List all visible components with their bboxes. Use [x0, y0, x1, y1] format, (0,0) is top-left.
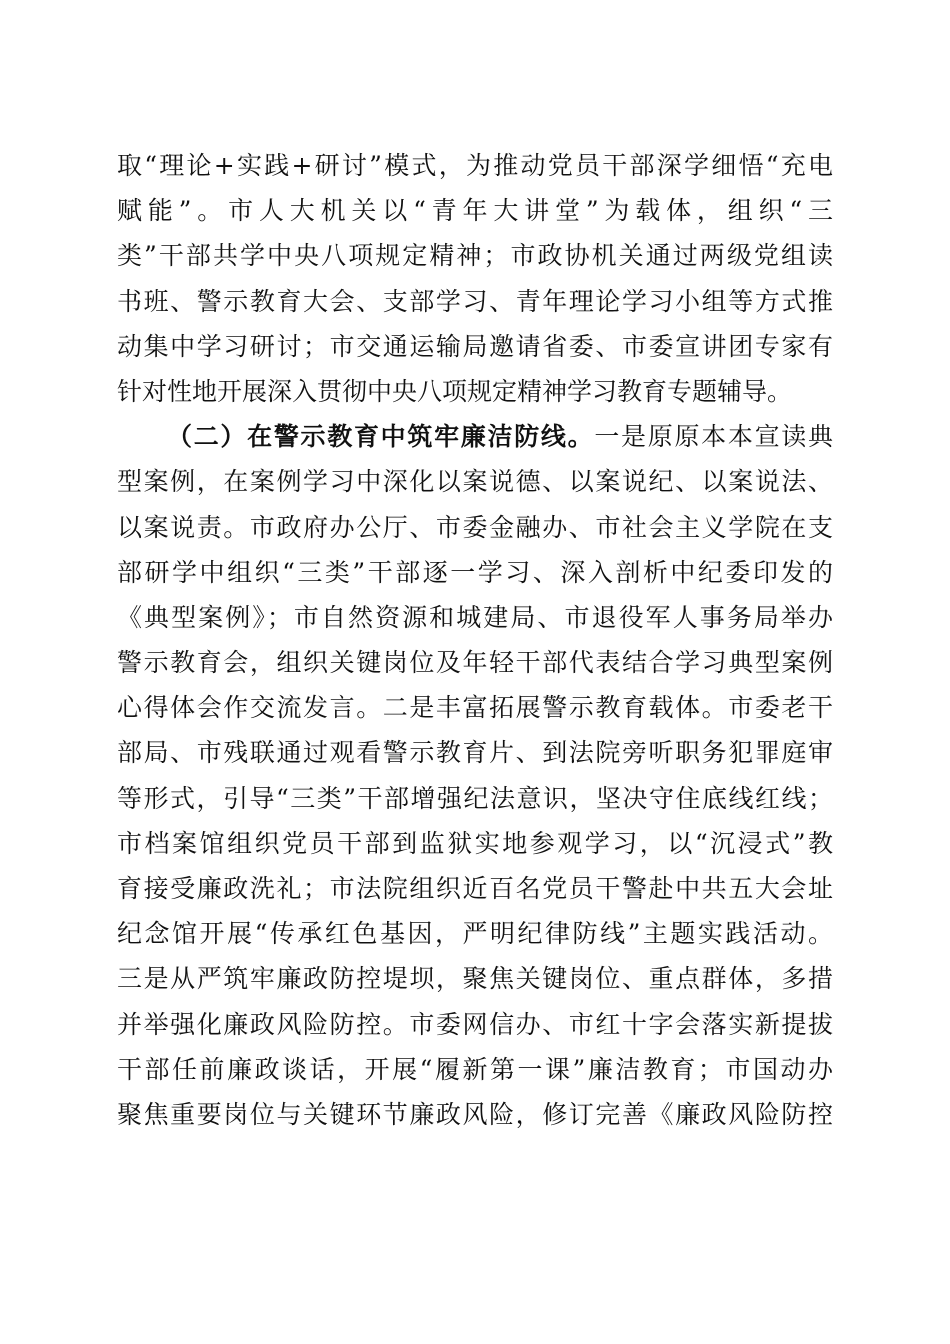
text-line: 型案例，在案例学习中深化以案说德、以案说纪、以案说法、 — [117, 467, 833, 497]
text-line: 育接受廉政洗礼；市法院组织近百名党员干警赴中共五大会址 — [117, 874, 833, 903]
text-line: 干部任前廉政谈话，开展“履新第一课”廉洁教育；市国动办 — [117, 1054, 833, 1084]
text-line: 等形式，引导“三类”干部增强纪法意识，坚决守住底线红线； — [117, 783, 833, 813]
text-line: 针对性地开展深入贯彻中央八项规定精神学习教育专题辅导。 — [117, 376, 793, 406]
text-line: 警示教育会，组织关键岗位及年轻干部代表结合学习典型案例 — [117, 648, 833, 678]
text-line — [117, 414, 833, 459]
body-text — [117, 143, 833, 1137]
text-line: 《典型案例》；市自然资源和城建局、市退役军人事务局举办 — [117, 602, 833, 632]
paragraph-1 — [117, 143, 833, 414]
text-line: 心得体会作交流发言。二是丰富拓展警示教育载体。市委老干 — [117, 693, 833, 723]
text-line: 动集中学习研讨；市交通运输局邀请省委、市委宣讲团专家有 — [117, 331, 833, 361]
text-line: 市档案馆组织党员干部到监狱实地参观学习，以“沉浸式”教 — [117, 828, 833, 858]
text-line: 聚焦重要岗位与关键环节廉政风险，修订完善《廉政风险防控 — [117, 1099, 833, 1129]
text-line: 书班、警示教育大会、支部学习、青年理论学习小组等方式推 — [117, 286, 833, 316]
text-run: 一是原原本本宣读典 — [594, 422, 833, 452]
paragraph-2 — [117, 414, 833, 1137]
text-line: 类”干部共学中央八项规定精神；市政协机关通过两级党组读 — [117, 241, 833, 271]
text-line: 取“理论+实践+研讨”模式，为推动党员干部深学细悟“充电 — [117, 151, 833, 180]
text-line: 赋能”。市人大机关以“青年大讲堂”为载体，组织“三 — [117, 196, 833, 226]
text-line: 部局、市残联通过观看警示教育片、到法院旁听职务犯罪庭审 — [117, 738, 833, 768]
section-heading: （二）在警示教育中筑牢廉洁防线。 — [167, 422, 595, 452]
text-line: 并举强化廉政风险防控。市委网信办、市红十字会落实新提拔 — [117, 1009, 833, 1039]
text-line: 以案说责。市政府办公厅、市委金融办、市社会主义学院在支 — [117, 512, 833, 542]
text-line: 纪念馆开展“传承红色基因，严明纪律防线”主题实践活动。 — [117, 919, 833, 949]
text-line: 三是从严筑牢廉政防控堤坝，聚焦关键岗位、重点群体，多措 — [117, 964, 833, 994]
text-line: 部研学中组织“三类”干部逐一学习、深入剖析中纪委印发的 — [117, 557, 833, 587]
